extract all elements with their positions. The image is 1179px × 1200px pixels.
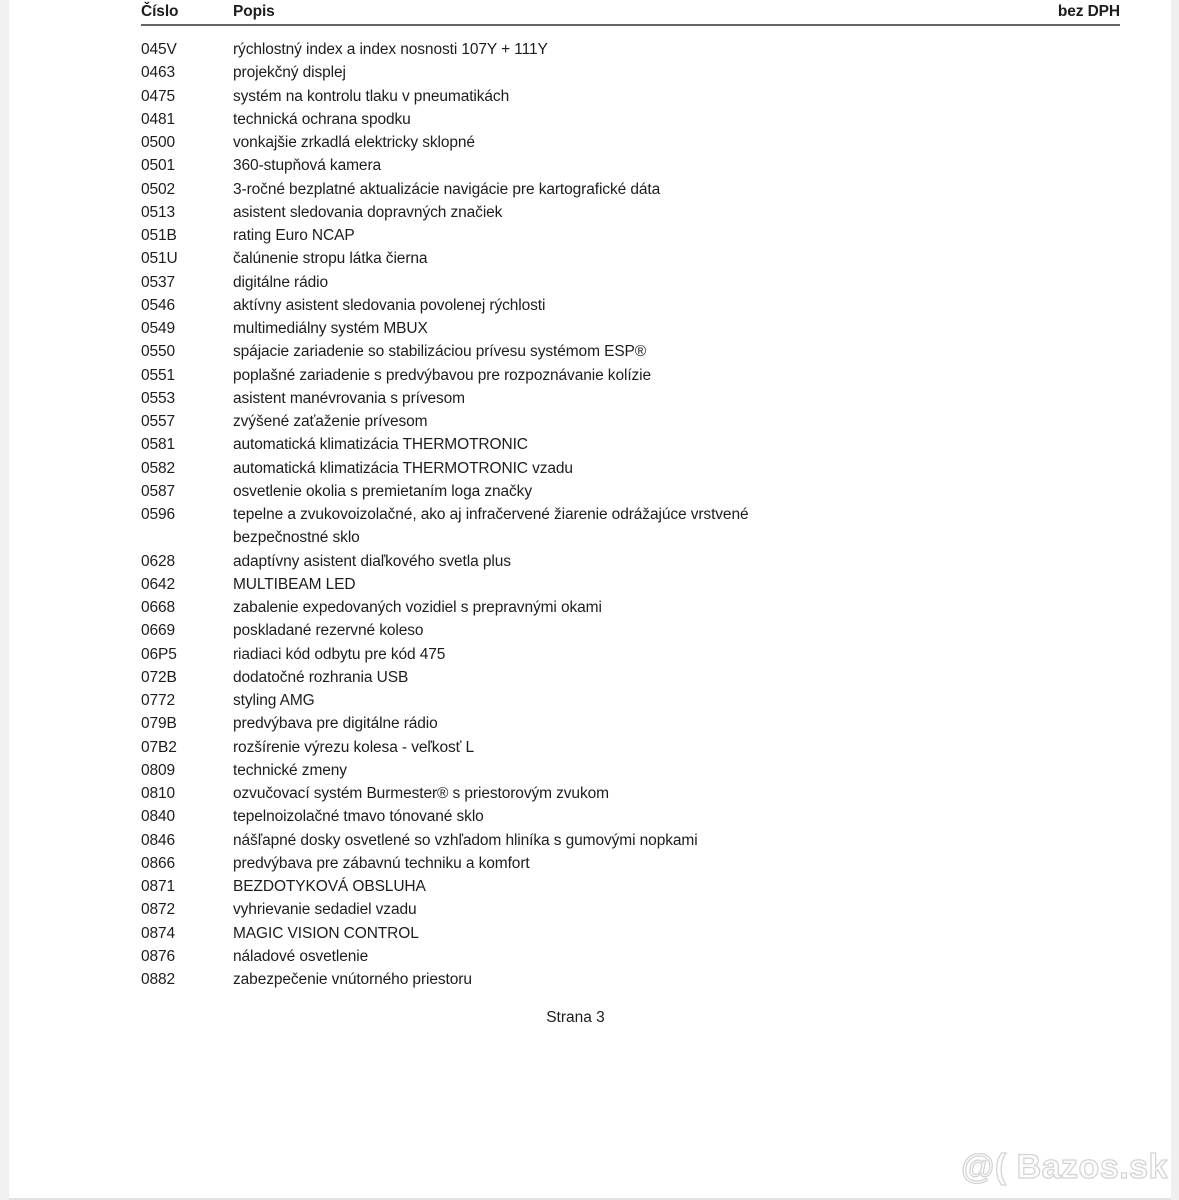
description-line: osvetlenie okolia s premietaním loga značky <box>233 482 532 500</box>
description-line: dodatočné rozhrania USB <box>233 668 409 686</box>
option-description <box>233 410 1120 433</box>
table-row <box>141 782 1120 805</box>
option-code: 07B2 <box>141 738 177 756</box>
option-description <box>233 201 1120 224</box>
option-description <box>233 596 1120 619</box>
header-divider <box>141 24 1120 26</box>
table-row <box>141 875 1120 898</box>
description-line: predvýbava pre zábavnú techniku a komfort <box>233 854 530 872</box>
option-description <box>233 85 1120 108</box>
option-code: 0628 <box>141 552 176 570</box>
option-description <box>233 875 1120 898</box>
option-code: 06P5 <box>141 645 177 663</box>
option-description <box>233 805 1120 828</box>
description-line: zabalenie expedovaných vozidiel s prepravnými okami <box>233 599 602 616</box>
option-code: 0810 <box>141 785 176 802</box>
description-line: bezpečnostné sklo <box>233 529 360 547</box>
table-row <box>141 968 1120 991</box>
option-code: 0874 <box>141 924 176 942</box>
option-code: 0866 <box>141 854 176 872</box>
description-line: predvýbava pre digitálne rádio <box>233 715 438 733</box>
header-code: Číslo <box>141 3 179 20</box>
option-code: 0772 <box>141 692 176 709</box>
option-description <box>233 178 1120 201</box>
option-description <box>233 550 1120 573</box>
table-row <box>141 294 1120 317</box>
option-description <box>233 968 1120 991</box>
page-right-edge <box>1171 0 1179 1200</box>
description-line: BEZDOTYKOVÁ OBSLUHA <box>233 878 426 895</box>
table-row <box>141 154 1120 177</box>
option-description <box>233 387 1120 410</box>
option-description <box>233 61 1120 84</box>
description-line: 360-stupňová kamera <box>233 157 382 175</box>
option-description <box>233 503 1120 550</box>
option-code: 0481 <box>141 110 176 128</box>
option-description <box>233 364 1120 387</box>
table-row <box>141 433 1120 456</box>
option-code: 0846 <box>141 831 176 849</box>
option-description <box>233 224 1120 247</box>
option-description <box>233 712 1120 735</box>
option-description <box>233 457 1120 480</box>
table-row <box>141 852 1120 875</box>
option-code: 0553 <box>141 389 176 407</box>
option-code: 0582 <box>141 459 176 477</box>
description-line: projekčný displej <box>233 64 346 82</box>
option-description <box>233 573 1120 596</box>
description-line: automatická klimatizácia THERMOTRONIC <box>233 436 528 454</box>
option-description <box>233 38 1120 61</box>
option-code: 0537 <box>141 273 176 291</box>
option-description <box>233 433 1120 456</box>
option-description <box>233 480 1120 503</box>
option-code: 0551 <box>141 366 176 384</box>
table-row <box>141 759 1120 782</box>
option-code: 0463 <box>141 64 176 82</box>
table-row <box>141 712 1120 735</box>
table-row <box>141 480 1120 503</box>
option-code: 0840 <box>141 808 176 826</box>
option-code: 0550 <box>141 343 176 361</box>
table-row <box>141 829 1120 852</box>
option-description <box>233 945 1120 968</box>
description-line: ozvučovací systém Burmester® s priestorovým zvukom <box>233 785 609 802</box>
description-line: automatická klimatizácia THERMOTRONIC vzadu <box>233 459 573 477</box>
table-row <box>141 922 1120 945</box>
option-code: 0557 <box>141 413 176 430</box>
bazos-watermark: @( Bazos.sk <box>961 1148 1168 1186</box>
description-line: asistent sledovania dopravných značiek <box>233 203 503 221</box>
description-line: rýchlostný index a index nosnosti 107Y + 111Y <box>233 41 548 58</box>
option-code: 0876 <box>141 947 176 965</box>
table-row <box>141 596 1120 619</box>
option-description <box>233 294 1120 317</box>
description-line: MULTIBEAM LED <box>233 575 356 593</box>
option-code: 0596 <box>141 506 176 523</box>
option-description <box>233 247 1120 270</box>
option-code: 0513 <box>141 203 176 221</box>
option-description <box>233 829 1120 852</box>
header-desc: Popis <box>233 3 275 20</box>
table-row <box>141 247 1120 270</box>
description-line: tepelnoizolačné tmavo tónované sklo <box>233 808 484 826</box>
option-code: 051B <box>141 227 177 244</box>
option-description <box>233 154 1120 177</box>
option-code: 0581 <box>141 436 176 454</box>
option-code: 0500 <box>141 134 176 151</box>
table-row <box>141 38 1120 61</box>
option-code: 0642 <box>141 575 176 593</box>
description-line: MAGIC VISION CONTROL <box>233 924 419 942</box>
table-row <box>141 340 1120 363</box>
description-line: čalúnenie stropu látka čierna <box>233 250 428 268</box>
option-description <box>233 852 1120 875</box>
table-row <box>141 736 1120 759</box>
table-row <box>141 573 1120 596</box>
description-line: poskladané rezervné koleso <box>233 622 424 640</box>
table-row <box>141 317 1120 340</box>
table-row <box>141 271 1120 294</box>
table-header <box>141 2 1120 21</box>
option-code: 0669 <box>141 622 176 640</box>
table-row <box>141 666 1120 689</box>
option-description <box>233 619 1120 642</box>
description-line: aktívny asistent sledovania povolenej rýchlosti <box>233 296 546 314</box>
table-row <box>141 503 1120 550</box>
option-description <box>233 922 1120 945</box>
table-row <box>141 898 1120 921</box>
table-row <box>141 85 1120 108</box>
option-code: 0587 <box>141 482 176 500</box>
option-code: 0809 <box>141 761 176 779</box>
table-row <box>141 410 1120 433</box>
option-code: 051U <box>141 250 178 268</box>
option-code: 0475 <box>141 87 176 105</box>
table-row <box>141 224 1120 247</box>
table-row <box>141 619 1120 642</box>
description-line: spájacie zariadenie so stabilizáciou prívesu systémom ESP® <box>233 343 647 361</box>
option-description <box>233 689 1120 712</box>
option-code: 0546 <box>141 296 176 314</box>
table-row <box>141 131 1120 154</box>
option-code: 045V <box>141 41 177 58</box>
description-line: asistent manévrovania s prívesom <box>233 389 465 407</box>
option-code: 0549 <box>141 320 176 337</box>
option-description <box>233 317 1120 340</box>
table-row <box>141 178 1120 201</box>
description-line: technické zmeny <box>233 761 347 779</box>
header-price: bez DPH <box>1057 3 1120 20</box>
description-line: tepelne a zvukovoizolačné, ako aj infračervené žiarenie odrážajúce vrstvené <box>233 506 749 523</box>
option-description <box>233 643 1120 666</box>
option-code: 0501 <box>141 157 176 175</box>
table-row <box>141 61 1120 84</box>
description-line: digitálne rádio <box>233 273 329 291</box>
description-line: systém na kontrolu tlaku v pneumatikách <box>233 87 510 105</box>
table-row <box>141 550 1120 573</box>
option-code: 072B <box>141 668 177 686</box>
description-line: poplašné zariadenie s predvýbavou pre rozpoznávanie kolízie <box>233 366 652 384</box>
table-row <box>141 364 1120 387</box>
table-row <box>141 457 1120 480</box>
table-row <box>141 201 1120 224</box>
option-description <box>233 666 1120 689</box>
description-line: vonkajšie zrkadlá elektricky sklopné <box>233 134 475 151</box>
option-description <box>233 782 1120 805</box>
option-code: 0871 <box>141 878 176 895</box>
description-line: 3-ročné bezplatné aktualizácie navigácie pre kartografické dáta <box>233 180 661 198</box>
description-line: styling AMG <box>233 692 315 709</box>
description-line: zvýšené zaťaženie prívesom <box>233 413 428 430</box>
option-description <box>233 898 1120 921</box>
table-row <box>141 643 1120 666</box>
table-row <box>141 387 1120 410</box>
table-body <box>141 38 1120 991</box>
option-code: 0882 <box>141 971 176 988</box>
description-line: riadiaci kód odbytu pre kód 475 <box>233 645 446 663</box>
option-description <box>233 759 1120 782</box>
option-code: 079B <box>141 715 177 733</box>
table-row <box>141 108 1120 131</box>
description-line: technická ochrana spodku <box>233 110 411 128</box>
option-description <box>233 271 1120 294</box>
option-description <box>233 736 1120 759</box>
table-row <box>141 805 1120 828</box>
option-description <box>233 340 1120 363</box>
description-line: rating Euro NCAP <box>233 227 355 244</box>
description-line: rozšírenie výrezu kolesa - veľkosť L <box>233 738 475 756</box>
table-row <box>141 945 1120 968</box>
description-line: náladové osvetlenie <box>233 947 369 965</box>
option-code: 0502 <box>141 180 176 198</box>
page-number: Strana 3 <box>546 1009 605 1027</box>
options-table <box>141 2 1120 1028</box>
option-description <box>233 131 1120 154</box>
description-line: multimediálny systém MBUX <box>233 320 428 337</box>
description-line: adaptívny asistent diaľkového svetla plus <box>233 552 511 570</box>
description-line: zabezpečenie vnútorného priestoru <box>233 971 472 988</box>
description-line: nášľapné dosky osvetlené so vzhľadom hliníka s gumovými nopkami <box>233 831 698 849</box>
description-line: vyhrievanie sedadiel vzadu <box>233 901 417 919</box>
table-row <box>141 689 1120 712</box>
option-code: 0872 <box>141 901 176 919</box>
option-code: 0668 <box>141 599 176 616</box>
option-description <box>233 108 1120 131</box>
